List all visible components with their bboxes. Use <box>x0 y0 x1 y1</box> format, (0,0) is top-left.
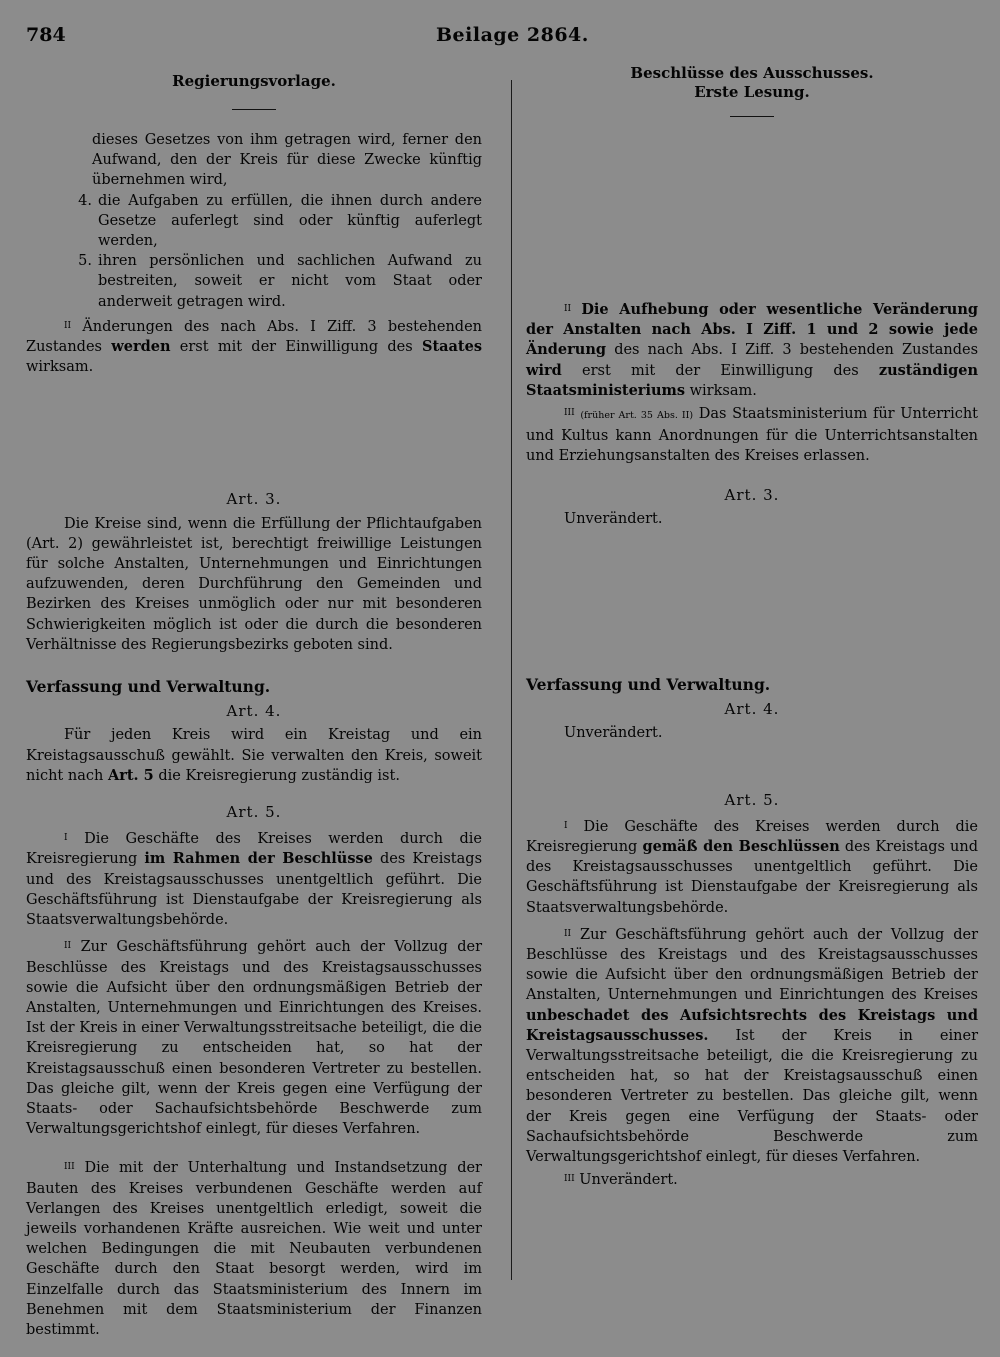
left-column-heading: Regierungsvorlage. <box>172 72 336 90</box>
article-4-text <box>26 725 482 786</box>
bold-text: Art. 5 <box>107 766 154 784</box>
paragraph-abs2 <box>26 316 482 378</box>
text: des Kreistags und des Kreistagsausschusses unentgeltlich geführt. Die Geschäftsführung ist Dienstaufgabe der Kreisregierung als Staatsverwaltungsbehörde. <box>526 839 979 916</box>
para-mark: II <box>64 941 72 952</box>
text: Die Geschäfte des Kreises werden durch die Kreisregierung <box>526 818 979 856</box>
text: Ist der Kreis in einer Verwaltungsstreitsache beteiligt, die die Kreisregierung zu entscheiden hat, so hat der Kreistagsausschuß einen besonderen Vertreter zu bestellen. Das gleiche gilt, wenn der Kreis gegen eine Verfügung der Staats- oder Sachaufsichtsbehörde Beschwerde zum Verwaltungsgerichtshof einlegt, für dieses Verfahren. <box>526 1027 979 1166</box>
article-5-para-2 <box>526 924 978 1167</box>
article-4-title: Art. 4. <box>226 702 282 721</box>
text: wirksam. <box>689 382 757 399</box>
paragraph-abs2 <box>526 299 978 401</box>
section-title: Verfassung und Verwaltung. <box>526 675 771 695</box>
note: (früher Art. 35 Abs. II) <box>580 410 694 422</box>
list-item-4 <box>26 191 482 252</box>
item-text: ihren persönlichen und sachlichen Aufwand zu bestreiten, soweit er nicht vom Staat oder anderweit getragen wird. <box>98 253 482 310</box>
right-column <box>526 60 978 1191</box>
text: erst mit der Einwilligung des <box>179 339 413 356</box>
para-mark: III <box>64 1162 75 1173</box>
article-5-para-2 <box>26 936 482 1139</box>
heading-rule <box>232 109 276 110</box>
text: Die Geschäfte des Kreises werden durch die Kreisregierung <box>26 831 482 868</box>
right-column-subheading: Erste Lesung. <box>694 83 810 101</box>
continued-text: dieses Gesetzes von ihm getragen wird, ferner den Aufwand, den der Kreis für diese Zwecke künftig übernehmen wird, <box>92 132 482 189</box>
article-3-title: Art. 3. <box>226 490 282 509</box>
para-mark: I <box>564 820 568 831</box>
column-divider <box>511 80 512 1280</box>
para-mark: III <box>564 1174 575 1185</box>
para-mark: II <box>564 928 572 939</box>
text: Zur Geschäftsführung gehört auch der Vollzug der Beschlüsse des Kreistags und des Kreistagsausschusses sowie die Aufsicht über den ordnungsmäßigen Betrieb der Anstalten, Unternehmungen und Einrichtungen des Kreises. Ist der Kreis in einer Verwaltungsstreitsache beteiligt, die die Kreisregierung zu entscheiden hat, so hat der Kreistagsausschuß einen besonderen Vertreter zu bestellen. Das gleiche gilt, wenn der Kreis gegen eine Verfügung der Staats- oder Sachaufsichtsbehörde Beschwerde zum Verwaltungsgerichtshof einlegt, für dieses Verfahren. <box>26 939 483 1138</box>
paragraph-abs3 <box>526 403 978 467</box>
bold-text: zuständigen Staatsministeriums <box>526 361 978 399</box>
bold-text: unbeschadet des Aufsichtsrechts des Kreistags und Kreistagsausschusses. <box>526 1006 978 1044</box>
bold-text: Staates <box>421 338 483 356</box>
item-number: 4. <box>78 192 92 209</box>
article-3-text: Unverändert. <box>564 510 663 527</box>
section-title: Verfassung und Verwaltung. <box>26 677 271 697</box>
para-mark: I <box>64 833 68 844</box>
article-3-title: Art. 3. <box>724 485 780 504</box>
left-column <box>26 60 482 1340</box>
bold-text: gemäß den Beschlüssen <box>642 838 840 856</box>
text: wirksam. <box>26 359 94 376</box>
item-text: die Aufgaben zu erfüllen, die ihnen durch andere Gesetze auferlegt sind oder künftig auferlegt werden, <box>98 192 482 250</box>
bold-text: Die Aufhebung oder wesentliche Veränderung der Anstalten nach Abs. I Ziff. 1 und 2 sowie jede Änderung <box>526 301 979 359</box>
text: Für jeden Kreis wird ein Kreistag und ein Kreistagsausschuß gewählt. Sie verwalten den Kreis, soweit nicht nach <box>26 727 482 784</box>
bold-text: werden <box>111 338 171 356</box>
page-number: 784 <box>26 24 66 46</box>
text: Änderungen des nach Abs. I Ziff. 3 bestehenden Zustandes <box>26 318 483 356</box>
list-item-5 <box>26 251 482 312</box>
article-5-title: Art. 5. <box>226 803 282 822</box>
para-mark: III <box>564 408 575 419</box>
text: des nach Abs. I Ziff. 3 bestehenden Zustandes <box>614 342 979 359</box>
article-5-para-3 <box>26 1157 482 1340</box>
text: Unverändert. <box>579 1172 678 1189</box>
para-mark: II <box>564 304 572 314</box>
article-3-text: Die Kreise sind, wenn die Erfüllung der Pflichtaufgaben (Art. 2) gewährleistet ist, berechtigt freiwillige Leistungen für solche Anstalten, Unternehmungen und Einrichtungen aufzuwenden, deren Durchführung den Gemeinden und Bezirken des Kreises unmöglich oder nur mit besonderen Schwierigkeiten möglich ist oder die durch die besonderen Verhältnisse des Regierungsbezirks geboten sind. <box>26 515 482 653</box>
item-number: 5. <box>78 253 92 270</box>
article-4-text: Unverändert. <box>564 725 663 742</box>
right-column-heading: Beschlüsse des Ausschusses. <box>630 64 874 82</box>
page-title: Beilage 2864. <box>436 24 589 46</box>
article-5-para-1 <box>526 816 978 918</box>
article-5-title: Art. 5. <box>724 790 780 809</box>
text: des Kreistags und des Kreistagsausschusses unentgeltlich geführt. Die Geschäftsführung ist Dienstaufgabe der Kreisregierung als Staatsverwaltungsbehörde. <box>26 851 483 929</box>
article-5-para-3 <box>526 1169 978 1190</box>
heading-rule <box>730 116 774 117</box>
text: Die mit der Unterhaltung und Instandsetzung der Bauten des Kreises verbundenen Geschäfte werden auf Verlangen des Kreises unentgeltlich erledigt, soweit die jeweils vorhandenen Kräfte ausreichen. Wie weit und unter welchen Bedingungen die mit Neubauten verbundenen Geschäfte durch den Staat besorgt werden, wird im Einzelfalle durch das Staatsministerium des Innern im Benehmen mit dem Staatsministerium der Finanzen bestimmt. <box>26 1160 482 1338</box>
text: Das Staatsministerium für Unterricht und Kultus kann Anordnungen für die Unterrichtsanstalten und Erziehungsanstalten des Kreises erlassen. <box>526 406 979 465</box>
bold-text: wird <box>526 361 562 379</box>
bold-text: im Rahmen der Beschlüsse <box>144 850 373 868</box>
text: die Kreisregierung zuständig ist. <box>158 767 400 784</box>
text: erst mit der Einwilligung des <box>581 362 859 379</box>
article-4-title: Art. 4. <box>724 700 780 719</box>
text: Zur Geschäftsführung gehört auch der Vollzug der Beschlüsse des Kreistags und des Kreistagsausschusses sowie die Aufsicht über den ordnungsmäßigen Betrieb der Anstalten, Unternehmungen und Einrichtungen des Kreises <box>526 926 978 1004</box>
para-mark: II <box>64 320 72 331</box>
article-5-para-1 <box>26 828 482 930</box>
